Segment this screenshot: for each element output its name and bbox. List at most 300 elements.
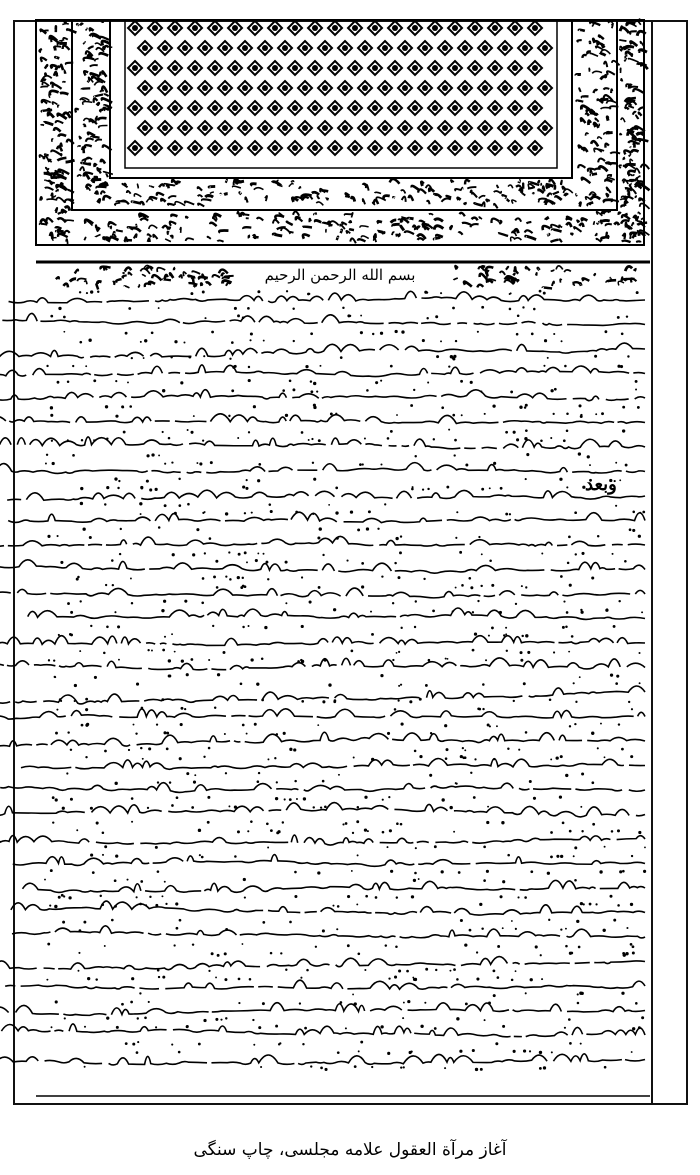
diacritic-dot xyxy=(591,781,594,784)
diacritic-dot xyxy=(72,365,74,367)
floral-vine xyxy=(612,61,620,66)
diacritic-dot xyxy=(357,952,360,955)
diacritic-dot xyxy=(180,723,183,726)
diacritic-dot xyxy=(67,439,69,441)
floral-vine xyxy=(194,285,196,287)
floral-vine xyxy=(56,198,65,203)
lattice-flower xyxy=(352,25,358,31)
floral-vine xyxy=(157,193,164,196)
floral-vine xyxy=(278,185,283,187)
floral-vine xyxy=(590,42,591,44)
diacritic-dot xyxy=(484,1019,486,1021)
floral-vine xyxy=(477,285,483,288)
diacritic-dot xyxy=(84,1026,86,1028)
floral-vine xyxy=(65,220,73,222)
diacritic-dot xyxy=(574,846,577,849)
diacritic-dot xyxy=(535,945,538,948)
diacritic-dot xyxy=(392,659,394,661)
floral-vine xyxy=(55,227,61,229)
diacritic-dot xyxy=(632,952,635,955)
floral-vine xyxy=(441,198,450,201)
diacritic-dot xyxy=(324,805,327,808)
diacritic-dot xyxy=(414,750,417,753)
diacritic-dot xyxy=(81,724,84,727)
floral-vine xyxy=(174,268,175,270)
floral-vine xyxy=(434,226,443,230)
floral-vine xyxy=(564,194,567,196)
diacritic-dot xyxy=(80,600,82,602)
floral-vine xyxy=(97,199,99,203)
diacritic-dot xyxy=(164,636,166,638)
floral-vine xyxy=(63,38,68,41)
floral-vine xyxy=(497,186,498,189)
diacritic-dot xyxy=(234,855,237,858)
floral-vine xyxy=(47,218,53,222)
floral-vine xyxy=(80,167,84,171)
floral-vine xyxy=(153,235,157,239)
floral-vine xyxy=(350,238,356,243)
diacritic-dot xyxy=(364,437,366,439)
diacritic-dot xyxy=(554,388,557,391)
floral-vine xyxy=(95,164,97,167)
diacritic-dot xyxy=(483,846,486,849)
diacritic-dot xyxy=(621,332,624,335)
floral-vine xyxy=(638,212,640,214)
floral-vine xyxy=(425,227,429,229)
floral-vine xyxy=(56,277,59,279)
diacritic-dot xyxy=(50,315,53,318)
diacritic-dot xyxy=(267,578,269,580)
floral-vine xyxy=(581,118,586,123)
diacritic-dot xyxy=(632,945,635,948)
diacritic-dot xyxy=(452,610,454,612)
diacritic-dot xyxy=(55,732,58,735)
floral-vine xyxy=(82,88,91,89)
diacritic-dot xyxy=(426,317,428,319)
floral-vine xyxy=(265,196,267,201)
diacritic-dot xyxy=(423,578,425,580)
floral-vine xyxy=(210,223,217,226)
diacritic-dot xyxy=(569,952,572,955)
diacritic-dot xyxy=(178,478,180,480)
diacritic-dot xyxy=(577,1002,580,1005)
diacritic-dot xyxy=(380,332,383,335)
diacritic-dot xyxy=(147,649,149,651)
diacritic-dot xyxy=(474,633,477,636)
diacritic-dot xyxy=(232,366,235,369)
floral-vine xyxy=(222,274,224,277)
diacritic-dot xyxy=(530,870,533,873)
lattice-flower xyxy=(512,145,518,151)
diacritic-dot xyxy=(179,757,182,760)
floral-vine xyxy=(393,224,400,226)
floral-vine xyxy=(515,218,521,221)
diacritic-dot xyxy=(550,758,552,760)
floral-vine xyxy=(287,222,293,225)
diacritic-dot xyxy=(550,831,553,834)
floral-vine xyxy=(106,174,108,177)
diacritic-dot xyxy=(69,633,72,636)
diacritic-dot xyxy=(615,462,617,464)
diacritic-dot xyxy=(592,823,595,826)
floral-vine xyxy=(638,140,641,142)
floral-vine xyxy=(624,58,626,61)
diacritic-dot xyxy=(47,535,50,538)
floral-vine xyxy=(88,47,94,50)
floral-vine xyxy=(222,278,229,279)
lattice-flower xyxy=(512,25,518,31)
diacritic-dot xyxy=(481,927,483,929)
diacritic-dot xyxy=(142,758,144,760)
floral-vine xyxy=(100,53,109,55)
diacritic-dot xyxy=(238,1002,240,1004)
diacritic-dot xyxy=(567,562,570,565)
diacritic-dot xyxy=(240,682,243,685)
diacritic-dot xyxy=(50,414,53,417)
floral-vine xyxy=(303,234,310,238)
diacritic-dot xyxy=(479,903,482,906)
diacritic-dot xyxy=(112,584,114,586)
floral-vine xyxy=(170,236,172,239)
diacritic-dot xyxy=(203,756,205,758)
lattice-flower xyxy=(242,125,248,131)
lattice-flower xyxy=(202,85,208,91)
diacritic-dot xyxy=(556,756,559,759)
diacritic-dot xyxy=(171,804,174,807)
floral-vine xyxy=(96,284,98,289)
diacritic-dot xyxy=(444,1067,446,1069)
floral-vine xyxy=(630,31,637,34)
diacritic-dot xyxy=(395,946,398,949)
floral-vine xyxy=(464,282,472,287)
diacritic-dot xyxy=(186,673,189,676)
lattice-flower xyxy=(272,145,278,151)
diacritic-dot xyxy=(301,625,304,628)
floral-vine xyxy=(471,191,472,193)
floral-vine xyxy=(594,274,595,276)
floral-vine xyxy=(502,195,507,197)
diacritic-dot xyxy=(604,756,606,758)
floral-vine xyxy=(363,184,367,186)
floral-vine xyxy=(168,232,169,235)
diacritic-dot xyxy=(242,577,244,579)
diacritic-dot xyxy=(328,683,331,686)
diacritic-dot xyxy=(190,292,193,295)
diacritic-dot xyxy=(62,807,65,810)
floral-vine xyxy=(513,229,518,233)
floral-vine xyxy=(198,195,203,197)
diacritic-dot xyxy=(395,537,398,540)
floral-vine xyxy=(290,232,294,234)
diacritic-dot xyxy=(396,652,398,654)
diacritic-dot xyxy=(68,896,71,899)
diacritic-dot xyxy=(353,757,355,759)
diacritic-dot xyxy=(414,626,416,628)
diacritic-dot xyxy=(424,291,427,294)
floral-vine xyxy=(590,53,598,56)
diacritic-dot xyxy=(252,1019,254,1021)
diacritic-dot xyxy=(85,708,88,711)
diacritic-dot xyxy=(591,732,594,735)
floral-vine xyxy=(41,125,44,126)
lattice-flower xyxy=(532,145,538,151)
diacritic-dot xyxy=(578,452,581,455)
diacritic-dot xyxy=(529,1050,531,1052)
floral-vine xyxy=(597,222,599,224)
floral-vine xyxy=(639,113,642,116)
lattice-flower xyxy=(252,105,258,111)
diacritic-dot xyxy=(136,896,138,898)
diacritic-dot xyxy=(601,412,604,415)
floral-vine xyxy=(84,237,85,240)
floral-vine xyxy=(455,189,461,191)
diacritic-dot xyxy=(83,921,86,924)
floral-vine xyxy=(123,275,127,278)
diacritic-dot xyxy=(418,878,420,880)
diacritic-dot xyxy=(549,698,552,701)
diacritic-dot xyxy=(255,559,258,562)
diacritic-dot xyxy=(568,1018,571,1021)
diacritic-dot xyxy=(139,502,142,505)
floral-vine xyxy=(633,89,643,93)
diacritic-dot xyxy=(312,462,314,464)
floral-vine xyxy=(52,102,57,105)
diacritic-dot xyxy=(267,758,269,760)
lattice-flower xyxy=(292,25,298,31)
diacritic-dot xyxy=(70,798,73,801)
diacritic-dot xyxy=(519,406,522,409)
diacritic-dot xyxy=(254,723,257,726)
diacritic-dot xyxy=(201,602,204,605)
diacritic-dot xyxy=(455,587,457,589)
floral-vine xyxy=(55,208,57,213)
diacritic-dot xyxy=(244,551,247,554)
floral-vine xyxy=(491,219,499,223)
diacritic-dot xyxy=(427,382,429,384)
diacritic-dot xyxy=(618,600,620,602)
diacritic-dot xyxy=(193,415,195,417)
floral-vine xyxy=(215,214,222,217)
diacritic-dot xyxy=(553,651,555,653)
floral-vine xyxy=(471,218,477,221)
diacritic-dot xyxy=(263,553,265,555)
diacritic-dot xyxy=(364,796,367,799)
floral-vine xyxy=(57,158,66,161)
diacritic-dot xyxy=(178,1051,181,1054)
floral-vine xyxy=(633,235,636,239)
diacritic-dot xyxy=(472,649,475,652)
diacritic-dot xyxy=(425,684,428,687)
floral-vine xyxy=(299,187,301,189)
lattice-flower xyxy=(172,65,178,71)
floral-vine xyxy=(83,42,85,44)
floral-vine xyxy=(634,143,635,147)
diacritic-dot xyxy=(563,601,565,603)
diacritic-dot xyxy=(174,651,176,653)
lattice-flower xyxy=(482,125,488,131)
floral-vine xyxy=(620,40,627,41)
diacritic-dot xyxy=(334,699,337,702)
diacritic-dot xyxy=(371,758,374,761)
floral-vine xyxy=(628,59,638,63)
diacritic-dot xyxy=(493,994,496,997)
diacritic-dot xyxy=(173,944,175,946)
diacritic-dot xyxy=(199,462,202,465)
manuscript-text-line xyxy=(0,463,645,474)
diacritic-dot xyxy=(491,626,494,629)
manuscript-text-line xyxy=(0,343,645,358)
diacritic-dot xyxy=(410,1050,412,1052)
diacritic-dot xyxy=(246,479,248,481)
floral-vine xyxy=(479,217,482,219)
lattice-flower xyxy=(412,25,418,31)
floral-vine xyxy=(91,179,93,183)
diacritic-dot xyxy=(318,586,321,589)
diacritic-dot xyxy=(505,633,507,635)
diacritic-dot xyxy=(337,905,340,908)
lattice-flower xyxy=(252,25,258,31)
lattice-flower xyxy=(512,105,518,111)
floral-vine xyxy=(60,154,61,156)
diacritic-dot xyxy=(146,454,149,457)
diacritic-dot xyxy=(578,946,581,949)
floral-vine xyxy=(198,204,204,207)
diacritic-dot xyxy=(357,806,360,809)
lattice-flower xyxy=(412,105,418,111)
diacritic-dot xyxy=(178,504,181,507)
diacritic-dot xyxy=(441,406,444,409)
diacritic-dot xyxy=(256,682,259,685)
floral-vine xyxy=(588,121,590,125)
diacritic-dot xyxy=(282,389,285,392)
floral-vine xyxy=(578,165,585,168)
diacritic-dot xyxy=(186,1025,189,1028)
lattice-flower xyxy=(132,25,138,31)
diacritic-dot xyxy=(301,576,303,578)
diacritic-dot xyxy=(507,748,509,750)
diacritic-dot xyxy=(262,921,265,924)
diacritic-dot xyxy=(398,685,400,687)
lattice-flower xyxy=(412,65,418,71)
diacritic-dot xyxy=(560,929,562,931)
diacritic-dot xyxy=(612,553,614,555)
diacritic-dot xyxy=(225,772,227,774)
floral-vine xyxy=(598,159,605,163)
diacritic-dot xyxy=(521,635,523,637)
diacritic-dot xyxy=(420,1025,423,1028)
floral-vine xyxy=(621,205,625,207)
floral-vine xyxy=(58,105,60,107)
diacritic-dot xyxy=(569,830,572,833)
diacritic-dot xyxy=(77,576,80,579)
diacritic-dot xyxy=(308,439,310,441)
diacritic-dot xyxy=(520,651,523,654)
floral-vine xyxy=(582,218,588,221)
diacritic-dot xyxy=(151,453,154,456)
lattice-flower xyxy=(392,65,398,71)
diacritic-dot xyxy=(207,821,210,824)
diacritic-dot xyxy=(365,895,368,898)
floral-vine xyxy=(412,186,419,190)
diacritic-dot xyxy=(115,854,118,857)
diacritic-dot xyxy=(513,431,516,434)
lattice-flower xyxy=(172,25,178,31)
diacritic-dot xyxy=(299,1002,301,1004)
diacritic-dot xyxy=(389,829,392,832)
floral-vine xyxy=(95,116,97,122)
diacritic-dot xyxy=(85,698,88,701)
diacritic-dot xyxy=(382,831,385,834)
floral-vine xyxy=(51,150,60,154)
diacritic-dot xyxy=(523,682,526,685)
floral-vine xyxy=(351,213,352,218)
diacritic-dot xyxy=(320,807,322,809)
manuscript-text-line xyxy=(0,636,645,646)
diacritic-dot xyxy=(244,585,247,588)
diacritic-dot xyxy=(131,602,133,604)
floral-vine xyxy=(506,267,508,270)
lattice-flower xyxy=(162,125,168,131)
diacritic-dot xyxy=(315,946,317,948)
diacritic-dot xyxy=(635,388,637,390)
diacritic-dot xyxy=(55,798,58,801)
floral-vine xyxy=(94,177,96,178)
floral-vine xyxy=(149,282,155,285)
floral-vine xyxy=(88,80,90,82)
diacritic-dot xyxy=(453,968,456,971)
floral-vine xyxy=(630,128,638,131)
diacritic-dot xyxy=(623,953,626,956)
diacritic-dot xyxy=(613,625,616,628)
floral-vine xyxy=(350,229,354,230)
floral-vine xyxy=(581,106,589,110)
lattice-flower xyxy=(542,85,548,91)
diacritic-dot xyxy=(155,1026,157,1028)
diacritic-dot xyxy=(458,871,461,874)
floral-vine xyxy=(402,197,406,202)
diacritic-dot xyxy=(521,585,523,587)
floral-vine xyxy=(104,172,113,175)
diacritic-dot xyxy=(63,331,65,333)
lattice-flower xyxy=(392,105,398,111)
lattice-flower xyxy=(272,25,278,31)
diacritic-dot xyxy=(148,747,151,750)
diacritic-dot xyxy=(56,709,58,711)
floral-vine xyxy=(243,227,251,229)
diacritic-dot xyxy=(470,772,472,774)
diacritic-dot xyxy=(533,308,536,311)
diacritic-dot xyxy=(488,1001,491,1004)
diacritic-dot xyxy=(328,504,330,506)
diacritic-dot xyxy=(419,755,422,758)
lattice-flower xyxy=(382,85,388,91)
diacritic-dot xyxy=(551,1051,553,1053)
floral-vine xyxy=(590,113,597,115)
floral-vine xyxy=(226,180,227,183)
floral-vine xyxy=(360,226,369,228)
floral-vine xyxy=(275,215,284,219)
diacritic-dot xyxy=(322,929,325,932)
diacritic-dot xyxy=(46,979,48,981)
diacritic-dot xyxy=(591,577,594,580)
diacritic-dot xyxy=(472,611,474,613)
floral-vine xyxy=(612,23,613,28)
floral-vine xyxy=(513,274,514,276)
lattice-flower xyxy=(482,45,488,51)
floral-vine xyxy=(538,268,540,270)
diacritic-dot xyxy=(248,366,250,368)
floral-vine xyxy=(570,234,572,235)
